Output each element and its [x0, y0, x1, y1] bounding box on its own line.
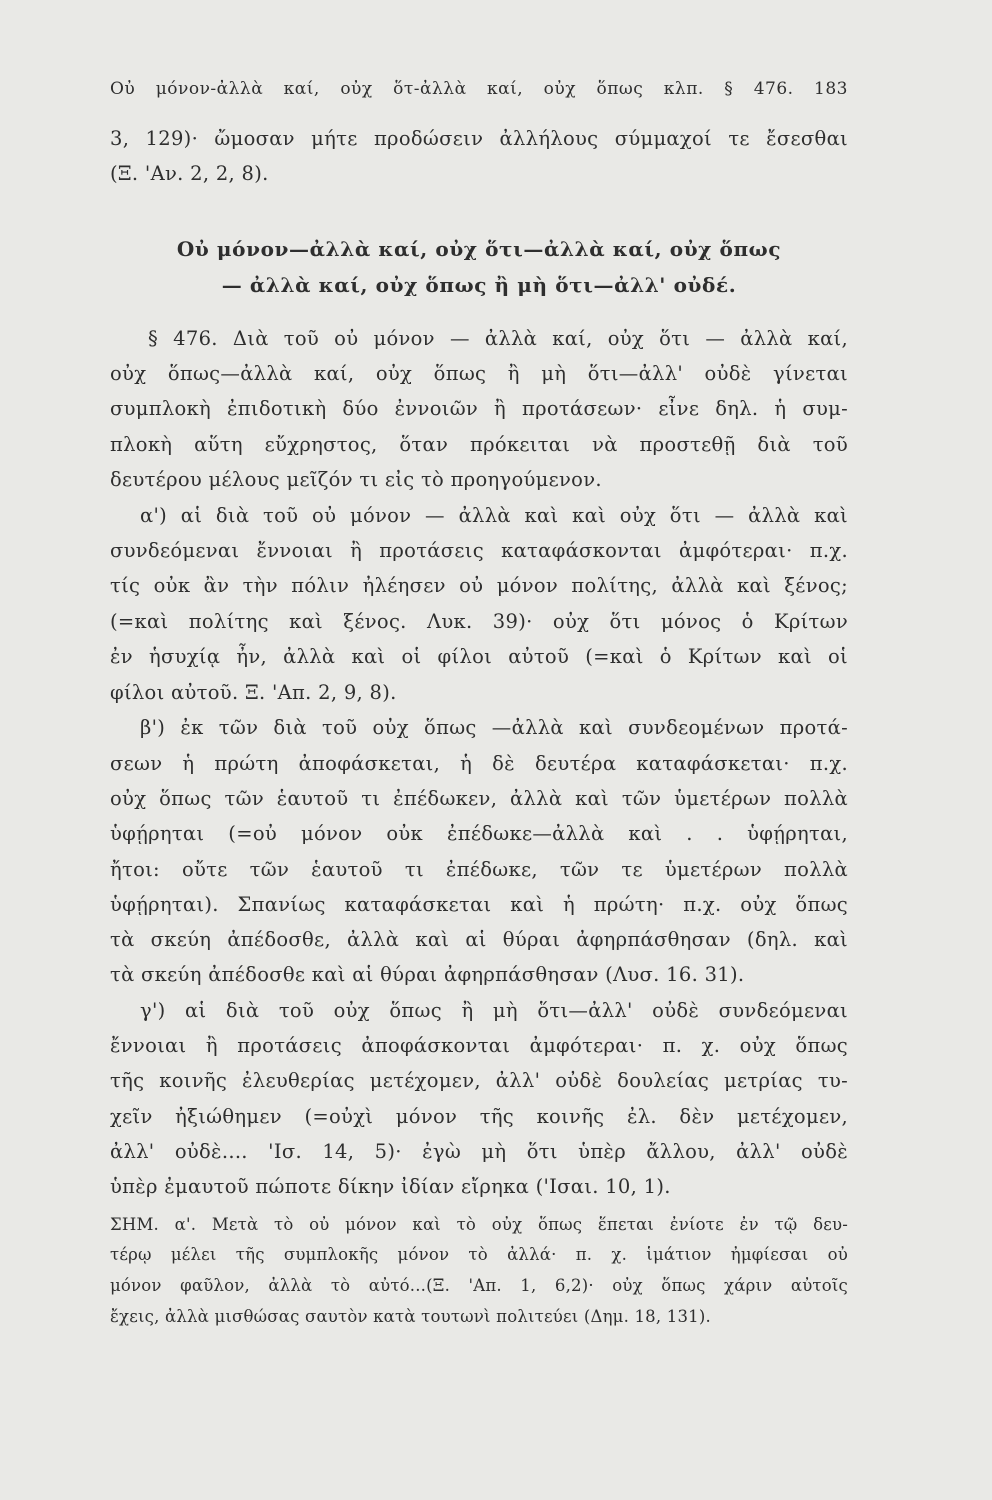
note-line: τέρῳ μέλει τῆς συμπλοκῆς μόνον τὸ ἀλλά· π. χ. ἱμάτιον ἠμφίεσαι οὐ	[110, 1245, 848, 1264]
body-line: τῆς κοινῆς ἐλευθερίας μετέχομεν, ἀλλ' οὐδὲ δουλείας μετρίας τυ-	[110, 1069, 848, 1092]
body-line: οὐχ ὅπως—ἀλλὰ καί, οὐχ ὅπως ἢ μὴ ὅτι—ἀλλ' οὐδὲ γίνεται	[110, 362, 848, 385]
body-line: ἤτοι: οὔτε τῶν ἑαυτοῦ τι ἐπέδωκε, τῶν τε ὑμετέρων πολλὰ	[110, 858, 848, 881]
note-line: μόνον φαῦλον, ἀλλὰ τὸ αὐτό...(Ξ. 'Απ. 1, 6,2)· οὐχ ὅπως χάριν αὐτοῖς	[110, 1276, 848, 1295]
body-line: ἔννοιαι ἢ προτάσεις ἀποφάσκονται ἀμφότεραι· π. χ. οὐχ ὅπως	[110, 1034, 848, 1057]
body-line: φίλοι αὐτοῦ. Ξ. 'Απ. 2, 9, 8).	[110, 681, 397, 704]
intro-line-1: 3, 129)· ὤμοσαν μήτε προδώσειν ἀλλήλους σύμμαχοί τε ἔσεσθαι	[110, 127, 848, 150]
body-line: χεῖν ἠξιώθημεν (=οὐχὶ μόνον τῆς κοινῆς ἐλ. δὲν μετέχομεν,	[110, 1105, 848, 1128]
intro-line-2: (Ξ. 'Αν. 2, 2, 8).	[110, 162, 269, 185]
body-line: πλοκὴ αὕτη εὔχρηστος, ὅταν πρόκειται νὰ προστεθῇ διὰ τοῦ	[110, 433, 848, 456]
section-heading-line-2: — ἀλλὰ καί, οὐχ ὅπως ἢ μὴ ὅτι—ἀλλ' οὐδέ.	[221, 273, 737, 297]
body-line: δευτέρου μέλους μεῖζόν τι εἰς τὸ προηγούμενον.	[110, 468, 602, 491]
body-line: ὑφῄρηται). Σπανίως καταφάσκεται καὶ ἡ πρώτη· π.χ. οὐχ ὅπως	[110, 893, 848, 916]
body-line: (=καὶ πολίτης καὶ ξένος. Λυκ. 39)· οὐχ ὅτι μόνος ὁ Κρίτων	[110, 610, 848, 633]
body-line: τὰ σκεύη ἀπέδοσθε καὶ αἱ θύραι ἀφηρπάσθησαν (Λυσ. 16. 31).	[110, 963, 745, 986]
body-line: συμπλοκὴ ἐπιδοτικὴ δύο ἐννοιῶν ἢ προτάσεων· εἶνε δηλ. ἡ συμ-	[110, 397, 848, 420]
body-line: ἐν ἡσυχίᾳ ἦν, ἀλλὰ καὶ οἱ φίλοι αὐτοῦ (=καὶ ὁ Κρίτων καὶ οἱ	[110, 645, 848, 668]
body-line: συνδεόμεναι ἔννοιαι ἢ προτάσεις καταφάσκονται ἀμφότεραι· π.χ.	[110, 539, 848, 562]
body-line: ὑπὲρ ἐμαυτοῦ πώποτε δίκην ἰδίαν εἴρηκα ('Ισαι. 10, 1).	[110, 1175, 671, 1198]
body-line: ὑφῄρηται (=οὐ μόνον οὐκ ἐπέδωκε—ἀλλὰ καὶ . . ὑφῄρηται,	[110, 822, 848, 845]
section-heading-line-1: Οὐ μόνον—ἀλλὰ καί, οὐχ ὅτι—ἀλλὰ καί, οὐχ ὅπως	[176, 237, 782, 261]
body-line: γ') αἱ διὰ τοῦ οὐχ ὅπως ἢ μὴ ὅτι—ἀλλ' οὐδὲ συνδεόμεναι	[140, 999, 848, 1022]
body-line: α') αἱ διὰ τοῦ οὐ μόνον — ἀλλὰ καὶ καὶ οὐχ ὅτι — ἀλλὰ καὶ	[140, 504, 848, 527]
body-line: § 476. Διὰ τοῦ οὐ μόνον — ἀλλὰ καί, οὐχ ὅτι — ἀλλὰ καί,	[148, 327, 848, 350]
body-line: τὰ σκεύη ἀπέδοσθε, ἀλλὰ καὶ αἱ θύραι ἀφηρπάσθησαν (δηλ. καὶ	[110, 928, 848, 951]
body-line: σεων ἡ πρώτη ἀποφάσκεται, ἡ δὲ δευτέρα καταφάσκεται· π.χ.	[110, 752, 848, 775]
body-line: τίς οὐκ ἂν τὴν πόλιν ἠλέησεν οὐ μόνον πολίτης, ἀλλὰ καὶ ξένος;	[110, 574, 848, 597]
running-header: Οὐ μόνον-ἀλλὰ καί, οὐχ ὅτ-ἀλλὰ καί, οὐχ ὅπως κλπ. § 476. 183	[110, 79, 848, 99]
body-line: ἀλλ' οὐδὲ.... 'Ισ. 14, 5)· ἐγὼ μὴ ὅτι ὑπὲρ ἄλλου, ἀλλ' οὐδὲ	[110, 1140, 848, 1163]
note-line: ἔχεις, ἀλλὰ μισθώσας σαυτὸν κατὰ τουτωνὶ πολιτεύει (Δημ. 18, 131).	[110, 1307, 711, 1326]
body-line: β') ἐκ τῶν διὰ τοῦ οὐχ ὅπως —ἀλλὰ καὶ συνδεομένων προτά-	[140, 716, 848, 739]
body-line: οὐχ ὅπως τῶν ἑαυτοῦ τι ἐπέδωκεν, ἀλλὰ καὶ τῶν ὑμετέρων πολλὰ	[110, 787, 848, 810]
note-line: ΣΗΜ. α'. Μετὰ τὸ οὐ μόνον καὶ τὸ οὐχ ὅπως ἕπεται ἐνίοτε ἐν τῷ δευ-	[110, 1215, 848, 1234]
